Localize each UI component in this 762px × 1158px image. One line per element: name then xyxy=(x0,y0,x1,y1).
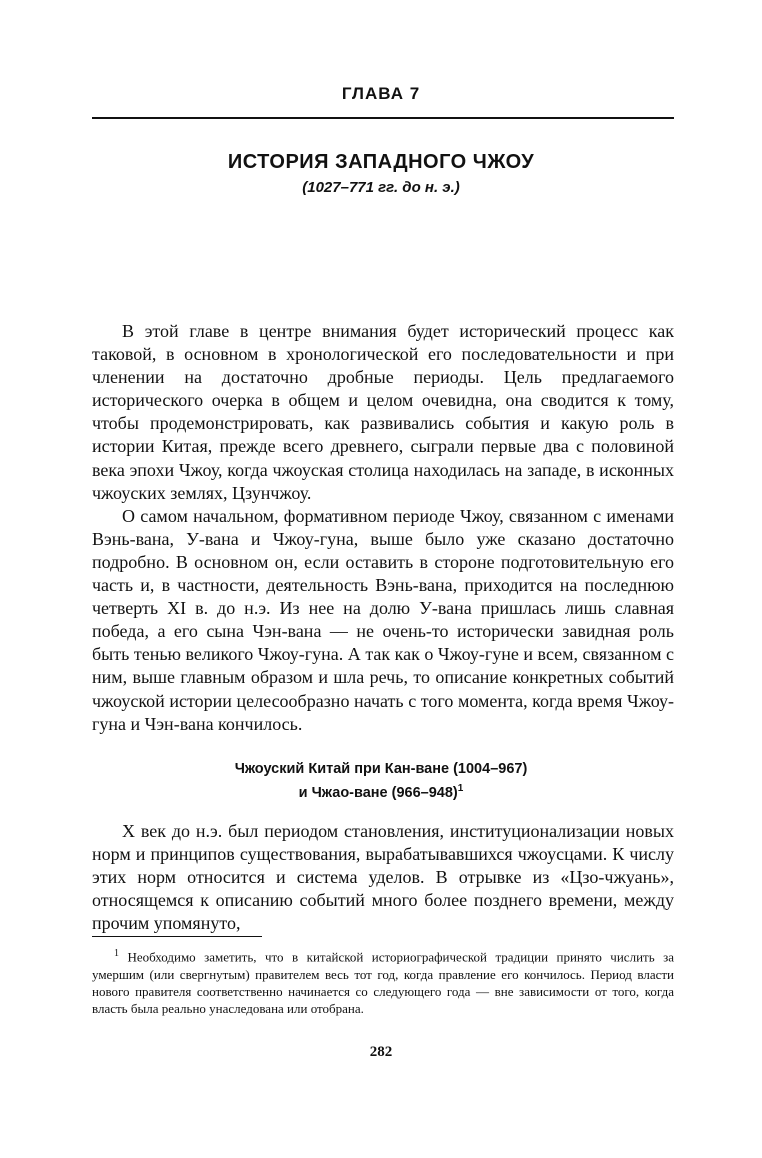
section-heading-text: и Чжао-ване (966–948) xyxy=(298,784,458,801)
footnote-text: Необходимо заметить, что в китайской историографической традиции принято числить за умершим (или свергнутым) правителем весь тот год, когда правление его кончилось. Период власти нового правителя соответственно начинается со следующего года — вне зависимости от того, когда власть была реально унаследована или отобрана. xyxy=(92,949,675,1017)
paragraph: X век до н.э. был периодом становления, институционализации новых норм и принципов существования, вырабатывавшихся чжоусцами. К числу этих норм относится и система уделов. В отрывке из «Цзо-чжуань», относящемся к описанию событий много более позднего времени, между прочим упомянуто, xyxy=(92,821,674,934)
footnote-marker: 1 xyxy=(457,783,464,794)
paragraph: О самом начальном, формативном периоде Чжоу, связанном с именами Вэнь-вана, У-вана и Чжоу-гуна, выше было уже сказано достаточно подробно. В основном он, если оставить в стороне подготовительную его часть и, в частности, деятельность Вэнь-вана, приходится на последнюю четверть XI в. до н.э. Из нее на долю У-вана пришлась лишь славная победа, а его сына Чэн-вана — не очень-то исторически завидная роль быть тенью великого Чжоу-гуна. А так как о Чжоу-гуне и всем, связанном с ним, выше главным образом и шла речь, то описание конкретных событий чжоуской истории целесообразно начать с того момента, когда время Чжоу-гуна и Чэн-вана кончилось. xyxy=(92,505,674,734)
section-text xyxy=(92,820,674,935)
page-number: 282 xyxy=(369,1044,393,1060)
footnote-rule xyxy=(92,936,262,937)
chapter-label: ГЛАВА 7 xyxy=(341,84,421,103)
footnote-paragraph xyxy=(92,945,674,1018)
paragraph: В этой главе в центре внимания будет исторический процесс как таковой, в основном в хронологической его последовательности и при членении на достаточно дробные периоды. Цель предлагаемого исторического очерка в общем и целом очевидна, она сводится к тому, чтобы продемонстрировать, как развивались события и какую роль в истории Китая, прежде всего древнего, сыграли первые два с половиной века эпохи Чжоу, когда чжоуская столица находилась на западе, в исконных чжоуских землях, Цзунчжоу. xyxy=(92,321,674,503)
chapter-dates: (1027–771 гг. до н. э.) xyxy=(302,179,460,196)
footnote-number: 1 xyxy=(114,948,119,959)
section-heading-line: Чжоуский Китай при Кан-ване (1004–967) xyxy=(234,761,528,777)
intro-text xyxy=(92,320,674,736)
header-rule xyxy=(92,117,674,119)
section-heading-line-2 xyxy=(0,779,762,803)
chapter-title: ИСТОРИЯ ЗАПАДНОГО ЧЖОУ xyxy=(227,151,535,173)
footnote xyxy=(92,945,674,1018)
section-heading xyxy=(0,760,762,803)
